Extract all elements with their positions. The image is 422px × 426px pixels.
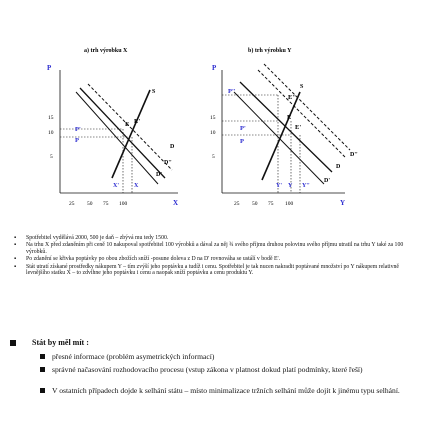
diagram-a-ytick-10: 10 <box>48 130 54 136</box>
diagram-a-qty-x: X <box>134 183 139 189</box>
diagram-a-level-p: P <box>75 137 79 144</box>
diagram-b-level-p: P <box>240 138 244 145</box>
diagram-b-point-e: E <box>287 114 292 121</box>
diagram-b-y-axis-label: P <box>212 64 217 72</box>
bullet-item: ▪ Po zdanění se křivka poptávky po obou zbožích sníží -posune doleva z D na D' rovnováha se ustálí v bodě E'. <box>10 256 410 262</box>
bullet-item: ▪ Stát utratí získané prostředky nákupem Y – tím zvýší jeho poptávku a tudíž i cenu. Spotřebitel je tak nucen nakradit poptávané množství po Y nákupem relativně levnějšího statku X – to zdvihne jeho poptávku i cenu a naopak sníží poptávku a cenu produktu Y. <box>10 264 410 277</box>
diagram-b-demand-d <box>240 82 332 172</box>
diagram-b-level-p-double-prime: P'' <box>228 88 236 95</box>
square-bullet-icon <box>10 340 16 346</box>
diagram-b-label-d-double-prime: D'' <box>350 152 358 158</box>
diagram-a-demand-d-double-prime <box>76 92 158 184</box>
diagram-b-label-d-prime: D' <box>324 178 330 184</box>
diagram-b-point-e-double-prime: E'' <box>288 94 296 101</box>
diagram-b-qty-y: Y <box>288 183 293 189</box>
diagram-a-demand-d-prime <box>88 84 172 170</box>
diagram-a-xtick-100: 100 <box>119 201 128 207</box>
diagram-a-xtick-75: 75 <box>103 201 109 207</box>
diagram-b-label-s: S <box>300 84 304 90</box>
diagram-a-ytick-5: 5 <box>50 154 53 160</box>
diagram-a-title: a) trh výrobku X <box>84 48 128 54</box>
diagram-b <box>210 47 358 207</box>
diagram-b-qty-y-prime: Y' <box>276 183 282 189</box>
diagram-a <box>47 47 178 207</box>
square-bullet-icon <box>40 354 45 359</box>
diagram-b-ytick-10: 10 <box>210 130 216 136</box>
diagram-b-xtick-75: 75 <box>268 201 274 207</box>
state-heading <box>10 338 415 347</box>
diagram-a-demand-d <box>80 88 165 178</box>
diagram-b-point-e-prime: E' <box>295 124 302 131</box>
state-item-text: přesné informace (problém asymetrických informací) <box>52 352 215 361</box>
diagram-b-title: b) trh výrobku Y <box>248 48 292 54</box>
diagram-b-ytick-15: 15 <box>210 115 216 121</box>
square-bullet-icon <box>40 388 45 393</box>
diagram-a-level-p-prime: P' <box>75 126 81 133</box>
diagram-a-label-d-prime: D' <box>156 172 162 178</box>
diagram-a-y-axis-label: P <box>47 64 52 72</box>
state-item-text: V ostatních případech dojde k selhání státu – místo minimalizace tržních selhání může dojít k jinému typu selhání. <box>52 386 400 395</box>
diagram-b-xtick-50: 50 <box>252 201 258 207</box>
state-heading-text: Stát by měl mít : <box>32 338 89 347</box>
state-item <box>10 351 415 362</box>
state-requirements <box>10 338 415 398</box>
diagram-b-ytick-5: 5 <box>212 154 215 160</box>
diagram-b-x-axis-label: Y <box>340 199 346 207</box>
diagram-b-level-p-prime: P' <box>240 125 246 132</box>
diagram-b-xtick-100: 100 <box>285 201 294 207</box>
bullet-item: ▪ Spotřebitel vydělává 2000, 500 je daň – zbývá mu tedy 1500. <box>10 235 410 241</box>
diagram-b-xtick-25: 25 <box>234 201 240 207</box>
bullet-item: ▪ Na trhu X před zdaněním při ceně 10 nakupoval spotřebitel 100 výrobků a dával za něj ¾ svého příjmu druhou polovinu svého příjmu utratil na trhu Y také za 100 výrobků. <box>10 242 410 255</box>
diagram-a-qty-x-prime: X' <box>113 183 119 189</box>
diagram-a-point-e-prime: E' <box>134 118 141 125</box>
diagram-b-qty-y-double-prime: Y'' <box>302 183 310 189</box>
diagram-a-point-e: E <box>125 121 130 128</box>
diagram-a-label-d-double-prime: D'' <box>164 160 172 166</box>
diagram-a-label-s: S <box>152 89 156 95</box>
diagram-a-xtick-25: 25 <box>69 201 75 207</box>
state-item <box>10 364 415 375</box>
diagram-a-xtick-50: 50 <box>87 201 93 207</box>
diagram-b-label-d: D <box>336 164 341 170</box>
state-item-text: správné načasování rozhodovacího procesu (vstup zákona v platnost dokud platí podmínky, které řeší) <box>52 365 363 374</box>
diagram-b-demand-extra <box>264 64 350 150</box>
explanation-bullets <box>10 235 410 277</box>
diagram-b-demand-d-double-prime <box>234 92 324 184</box>
diagram-a-x-axis-label: X <box>173 199 179 207</box>
state-item <box>10 385 415 396</box>
diagram-a-supply-curve <box>112 90 150 178</box>
diagram-a-ytick-15: 15 <box>48 115 54 121</box>
diagram-a-label-d: D <box>170 144 175 150</box>
square-bullet-icon <box>40 367 45 372</box>
